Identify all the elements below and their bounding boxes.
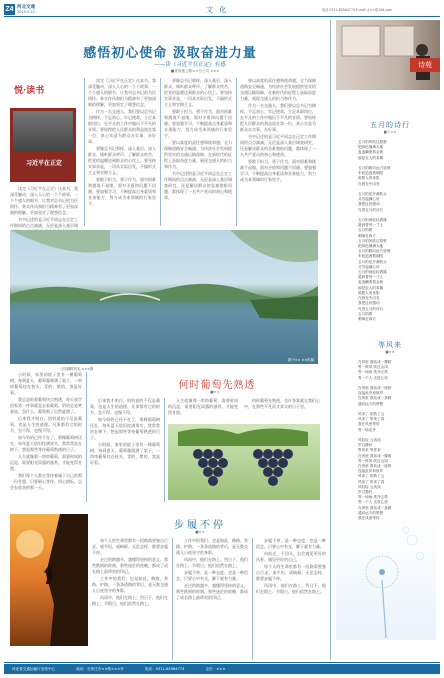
dandelion-svg	[336, 520, 436, 640]
poem2-body: 在风里 我站成一棵树 等一阵风 吹过山岗 等一场雨 洗净尘埃 等一个人 走进心里 在风里 我站成一座桥 连接此岸和彼岸 在风里 我站成一条路 通向远方的梦想 风来了 吹散了云 风来了 带来了春 我在风里等待 等一场花开 风轻轻 云淡淡 岁月静好 等风来 等你来 在风里 我站成一棵树 等一阵风 吹过山岗 在风里 我站成一座桥 连接此岸和彼岸 风来了 吹散了云 风来了 带来了春 风轻轻 云淡淡 岁月静好 等一场雨 洗净尘埃 等一个人 走进心里 在风里 我站成一条路 通向远方的梦想 我在风里等待	[358, 360, 392, 521]
article3-title: 步履不停	[174, 520, 226, 531]
climber-svg	[10, 514, 88, 646]
footer-org: 河北省交通运输厅宣传中心	[12, 667, 56, 671]
footer	[4, 664, 440, 674]
column-divider	[172, 538, 173, 660]
grapes-svg	[168, 424, 320, 500]
poem2-author: ■××	[385, 350, 395, 354]
column-divider	[86, 372, 87, 502]
article1-col-2: 读完《习近平在正定》这本书，我深受触动，深入人心的一个个故事，一个个感人的细节，让我对总书记的为民情怀、务实作风和担当精神有了更加深刻的理解，更加坚定了理想信念。 作为一名交通人，我们要以总书记为榜样，不忘初心、牢记使命，立足本职岗位，在平凡的工作中做出不平凡的业绩。要始终把人民群众的利益放在第一位，真心实意为群众办实事、办好事。 要像总书记那样，深入基层，深入群众，倾听群众呼声，了解群众疾苦，把党的温暖送到群众的心坎上。要坚持实事求是，一切从实际出发，不搞形式主义和官僚主义。 要敢于担当，勇于作为，面对困难和挑战不退缩，面对矛盾和问题不回避。要加强学习，不断提高自身素质和业务能力，努力成为本领域的行家里手。	[88, 78, 156, 206]
lake-photo-caption: 公园湖畔风光 ×××摄	[60, 367, 94, 371]
right-column-divider	[330, 20, 331, 660]
book-cover-title: 习近平在正定	[25, 160, 62, 167]
article3-col-3: 步履不停，是一种态度，也是一种信念。只要心中有光，脚下就有力量。 向前走，不回头，总会遇见更好的风景，遇见更好的自己。 每个人的生命里都有一段路需要独自行走，或平坦，或崎岖，无论怎样，都要步履不停。 风雨中，他们在路上；烈日下，他们在路上；节假日，他们依然在路上。	[256, 538, 326, 594]
footer-address: 地址：石家庄市××路×××号	[76, 667, 124, 671]
article2-col-3: 人生就像那一串串葡萄，需要时间的沉淀，需要阳光雨露的滋养，才能变得甘甜。	[168, 398, 238, 415]
article1-title: 感悟初心使命 汲取奋进力量	[83, 46, 257, 61]
column-divider	[160, 78, 161, 226]
dandelion-illustration	[336, 520, 436, 640]
column-divider	[252, 538, 253, 660]
article2-col-4: 何时葡萄先熟透，也许答案就在我们心中，在那些平凡而又真实的日子里。	[244, 398, 320, 409]
book-brand: 悦·读书	[14, 86, 45, 96]
article1-subtitle: ——读《习近平在正定》有感	[154, 62, 226, 68]
column-divider	[236, 78, 237, 226]
train-illustration	[336, 20, 440, 90]
grapes-illustration	[168, 424, 320, 500]
paper-name: 河北交通	[17, 5, 35, 10]
article1-col-3: 要像总书记那样，深入基层，深入群众，倾听群众呼声，了解群众疾苦，把党的温暖送到群众的心坎上。要坚持实事求是，一切从实际出发，不搞形式主义和官僚主义。 要敢于担当，勇于作为，面对困难和挑战不退缩，面对矛盾和问题不回避。要加强学习，不断提高自身素质和业务能力，努力成为本领域的行家里手。 要以高度的责任感和使命感，全力保障道路安全畅通，为经济社会发展提供坚实的交通运输保障，在新时代的征程上汲取奋进力量，展现交通人的担当和作为。 书中记述的是习近平同志在正定工作期间的点点滴滴，无论是深入基层调查研究，还是解决群众的急难愁盼问题，都体现了一名共产党员的初心和使命。	[164, 78, 232, 200]
poem1-title: 五月的诗行	[370, 121, 410, 129]
issue-date: 2015.5.22	[17, 10, 35, 14]
column-divider	[164, 398, 165, 502]
poem1-author: ■王××	[383, 130, 397, 134]
footer-phone: 电话：0311-85564774	[144, 667, 185, 671]
article2-byline: ■××	[210, 390, 220, 394]
poem1-body: 五月的风吹过原野 把绿色铺满大地 麦浪翻滚着金黄 那是农人的希冀 五月的路向远方延伸 车轮追逐着朝阳 筑路人的身影 在晨光中闪亮 五月的花开满枝头 芬芳溢满心房 我把这份感动 写进五月的诗行 五月的雨轻轻洒落 滋润着每一寸土 五月的歌 唱响在四方 五月的风吹过原野 把绿色铺满大地 五月的路向远方延伸 车轮追逐着朝阳 五月的花开满枝头 芬芳溢满心房 五月的雨轻轻洒落 滋润着每一寸土 麦浪翻滚着金黄 那是农人的希冀 筑路人的身影 在晨光中闪亮 我把这份感动 写进五月的诗行 五月的歌 唱响在四方	[358, 140, 391, 321]
section-title: 文 化	[206, 6, 229, 14]
book-cover	[10, 108, 76, 182]
footer-rule	[4, 662, 440, 663]
lake-photo-caption-right: 摄于×× ××供稿	[287, 358, 314, 362]
poetry-section-label: 诗苑	[410, 58, 440, 72]
editor-contact: 电话 0311-85564774 E-mail ×××@126.com	[322, 8, 392, 12]
lake-photo	[10, 230, 318, 364]
column-divider	[84, 78, 85, 226]
lake-illustration	[10, 230, 318, 364]
article1-col-4: 要以高度的责任感和使命感，全力保障道路安全畅通，为经济社会发展提供坚实的交通运输保障，在新时代的征程上汲取奋进力量，展现交通人的担当和作为。 作为一名交通人，我们要以总书记为榜样，不忘初心、牢记使命，立足本职岗位，在平凡的工作中做出不平凡的业绩。要始终把人民群众的利益放在第一位，真心实意为群众办实事、办好事。 书中记述的是习近平同志在正定工作期间的点点滴滴，无论是深入基层调查研究，还是解决群众的急难愁盼问题，都体现了一名共产党员的初心和使命。 要敢于担当，勇于作为，面对困难和挑战不退缩，面对矛盾和问题不回避。要加强学习，不断提高自身素质和业务能力，努力成为本领域的行家里手。	[240, 78, 316, 182]
article3-col-2: 工作中的我们，也是如此。修路、养路、护路，一条条道路的背后，是无数交通人日夜坚守的身影。 风雨中，他们在路上；烈日下，他们在路上；节假日，他们依然在路上。 步履不停，是一种态度，也是一种信念。只要心中有光，脚下就有力量。 走过的路越多，越懂得坚持的意义，那些跌倒的时刻，那些迷茫的夜晚，都成了成长路上最珍贵的印记。	[176, 538, 248, 600]
article1-col-left: 读完《习近平在正定》这本书，我深受触动，深入人心的一个个故事，一个个感人的细节，让我对总书记的为民情怀、务实作风和担当精神有了更加深刻的理解，更加坚定了理想信念。 书中记述的是习近平同志在正定工作期间的点点滴滴，无论是深入基层调	[10, 186, 78, 228]
train-photo	[336, 20, 440, 90]
article3-col-1: 每个人的生命里都有一段路需要独自行走，或平坦，或崎岖，无论怎样，都要步履不停。 走过的路越多，越懂得坚持的意义，那些跌倒的时刻，那些迷茫的夜晚，都成了成长路上最珍贵的印记。 工作中的我们，也是如此。修路、养路、护路，一条条道路的背后，是无数交通人日夜坚守的身影。 风雨中，他们在路上；烈日下，他们在路上；节假日，他们依然在路上。	[92, 538, 168, 606]
book-cover-photo	[13, 111, 73, 151]
page-number-badge: Z4	[5, 6, 14, 13]
climber-photo	[10, 514, 88, 646]
article1-byline: ■省高速公路××分公司 ×××	[170, 69, 220, 73]
article2-col-2: 后来我才明白，奶奶说的不仅是葡萄，也是人生的道理。凡事都有它的时节，急不得，也慢不得。 如今奶奶已经不在了，那棵葡萄树还在，每年夏天依旧挂满果实，我常常站在树下，想起那些等待葡萄熟透的日子。 小时候，家里的院子里有一棵葡萄树，每到夏天，葡萄藤爬满了架子，一串串葡萄挂在枝头，青的、紫的，煞是好看。	[90, 398, 160, 465]
footer-price: 定价：×××	[205, 667, 226, 671]
poem2-title: 等风来	[378, 341, 402, 349]
article3-byline: ■××	[195, 530, 205, 534]
article2-col-1: 小时候，家里的院子里有一棵葡萄树，每到夏天，葡萄藤爬满了架子，一串串葡萄挂在枝头，青的、紫的，煞是好看。 我总是盼着葡萄快点熟透，每天放学回家第一件事就是去看葡萄，奶奶总是笑着说，急什么，葡萄熟了自然就甜了。 后来我才明白，奶奶说的不仅是葡萄，也是人生的道理。凡事都有它的时节，急不得，也慢不得。 如今奶奶已经不在了，那棵葡萄树还在，每年夏天依旧挂满果实，我常常站在树下，想起那些等待葡萄熟透的日子。 人生就像那一串串葡萄，需要时间的沉淀，需要阳光雨露的滋养，才能变得甘甜。 我们每个人都在等待着属于自己的那一份甘甜，只要耐心等待，用心耕耘，总会有收获的那一天。	[10, 372, 82, 490]
masthead	[4, 4, 440, 16]
header-rule	[4, 16, 440, 17]
article2-title: 何时葡萄先熟透	[178, 380, 256, 391]
